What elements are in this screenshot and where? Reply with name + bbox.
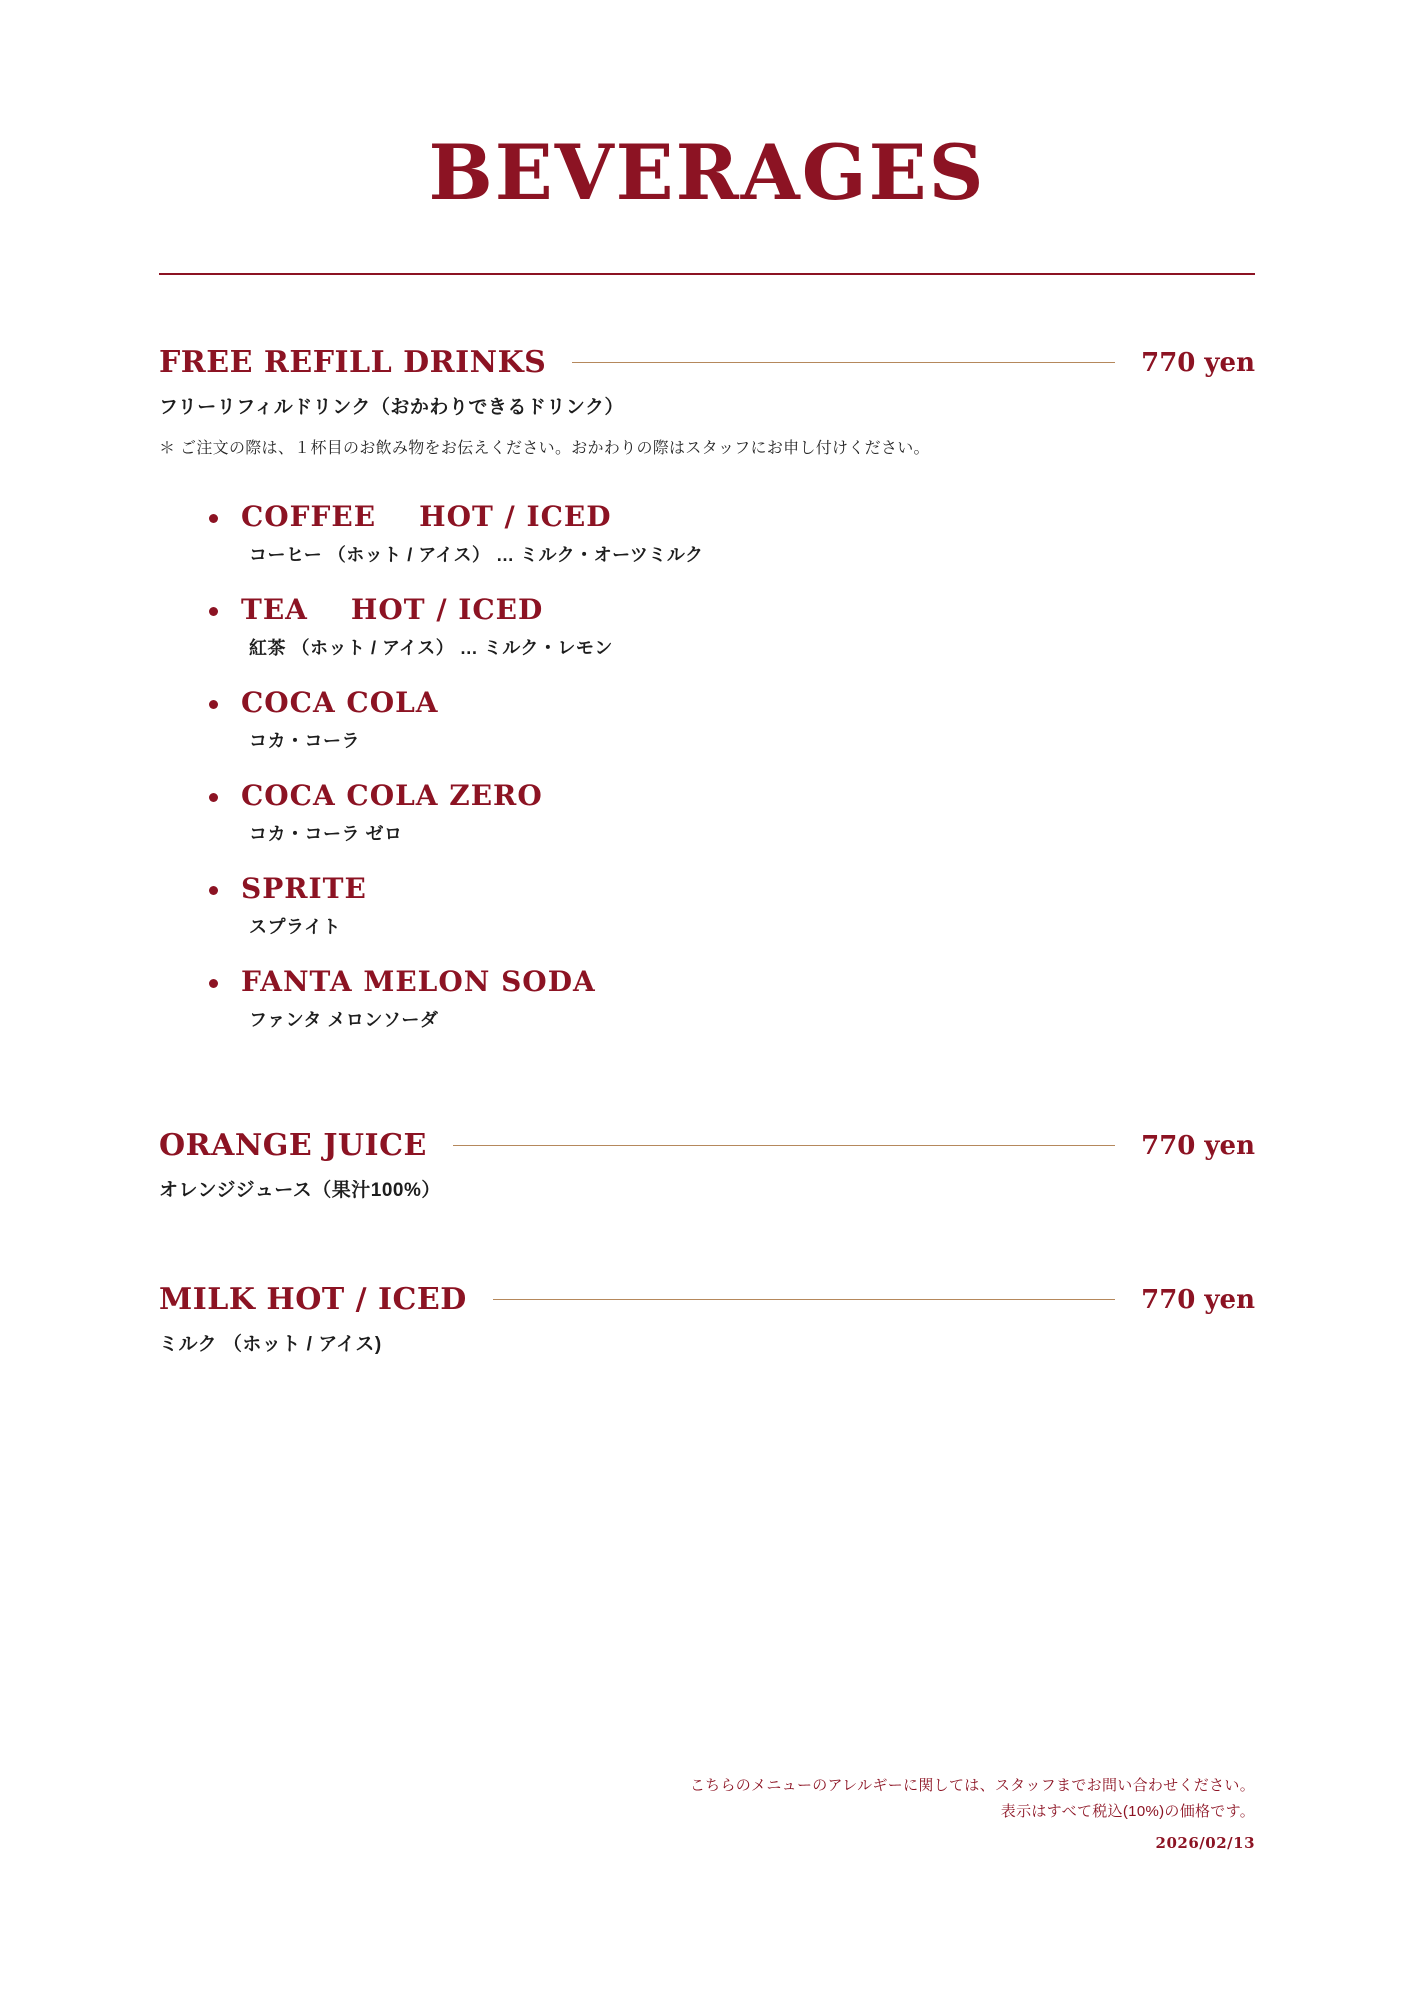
section-title: MILK HOT / ICED [159,1282,467,1317]
section-header [159,345,1255,380]
section-title: ORANGE JUICE [159,1128,427,1163]
allergy-note: こちらのメニューのアレルギーに関しては、スタッフまでお問い合わせください。 [689,1777,1255,1794]
menu-footer [690,1773,1255,1852]
list-item [205,500,1255,567]
section-header [159,1128,1255,1163]
drink-name-jp: コカ・コーラ ゼロ [249,824,403,844]
drink-name-en: COFFEE HOT / ICED [241,500,612,533]
menu-content [159,345,1255,1356]
section-note: ＊ ご注文の際は、１杯目のお飲み物をお伝えください。おかわりの際はスタッフにお申し付けください。 [159,440,930,457]
drink-name-jp: コカ・コーラ [249,731,360,751]
drink-name-en: TEA HOT / ICED [241,593,544,626]
list-item [205,686,1255,753]
section-price: 770 yen [1141,347,1255,378]
section-price: 770 yen [1141,1284,1255,1315]
drink-name-en: SPRITE [241,872,367,905]
drink-name-jp: ファンタ メロンソーダ [249,1010,439,1030]
section-subtitle-jp: オレンジジュース（果汁100%） [159,1180,441,1201]
drink-name-en: COCA COLA [241,686,439,719]
section-price: 770 yen [1141,1130,1255,1161]
drink-name-jp: コーヒー （ホット / アイス） … ミルク・オーツミルク [249,545,704,565]
drink-name-en: FANTA MELON SODA [241,965,596,998]
section-subtitle-jp: フリーリフィルドリンク（おかわりできるドリンク） [159,397,624,418]
drink-name-en: COCA COLA ZERO [241,779,543,812]
section-free-refill-drinks [159,345,1255,1032]
list-item [205,872,1255,939]
list-item [205,593,1255,660]
section-header [159,1282,1255,1317]
section-title: FREE REFILL DRINKS [159,345,547,380]
drink-list [159,500,1255,1032]
section-subtitle-jp: ミルク （ホット / アイス) [159,1334,382,1355]
drink-name-jp: 紅茶 （ホット / アイス） … ミルク・レモン [249,638,613,658]
tax-note: 表示はすべて税込(10%)の価格です。 [1000,1802,1255,1820]
section-orange-juice [159,1128,1255,1202]
leader-line [453,1145,1115,1146]
menu-header [0,128,1414,275]
page-title: BEVERAGES [428,128,986,217]
title-divider [159,273,1255,275]
drink-name-jp: スプライト [249,917,341,937]
list-item [205,779,1255,846]
section-milk [159,1282,1255,1356]
menu-date: 2026/02/13 [1155,1834,1255,1852]
leader-line [572,362,1115,363]
leader-line [493,1299,1115,1300]
list-item [205,965,1255,1032]
